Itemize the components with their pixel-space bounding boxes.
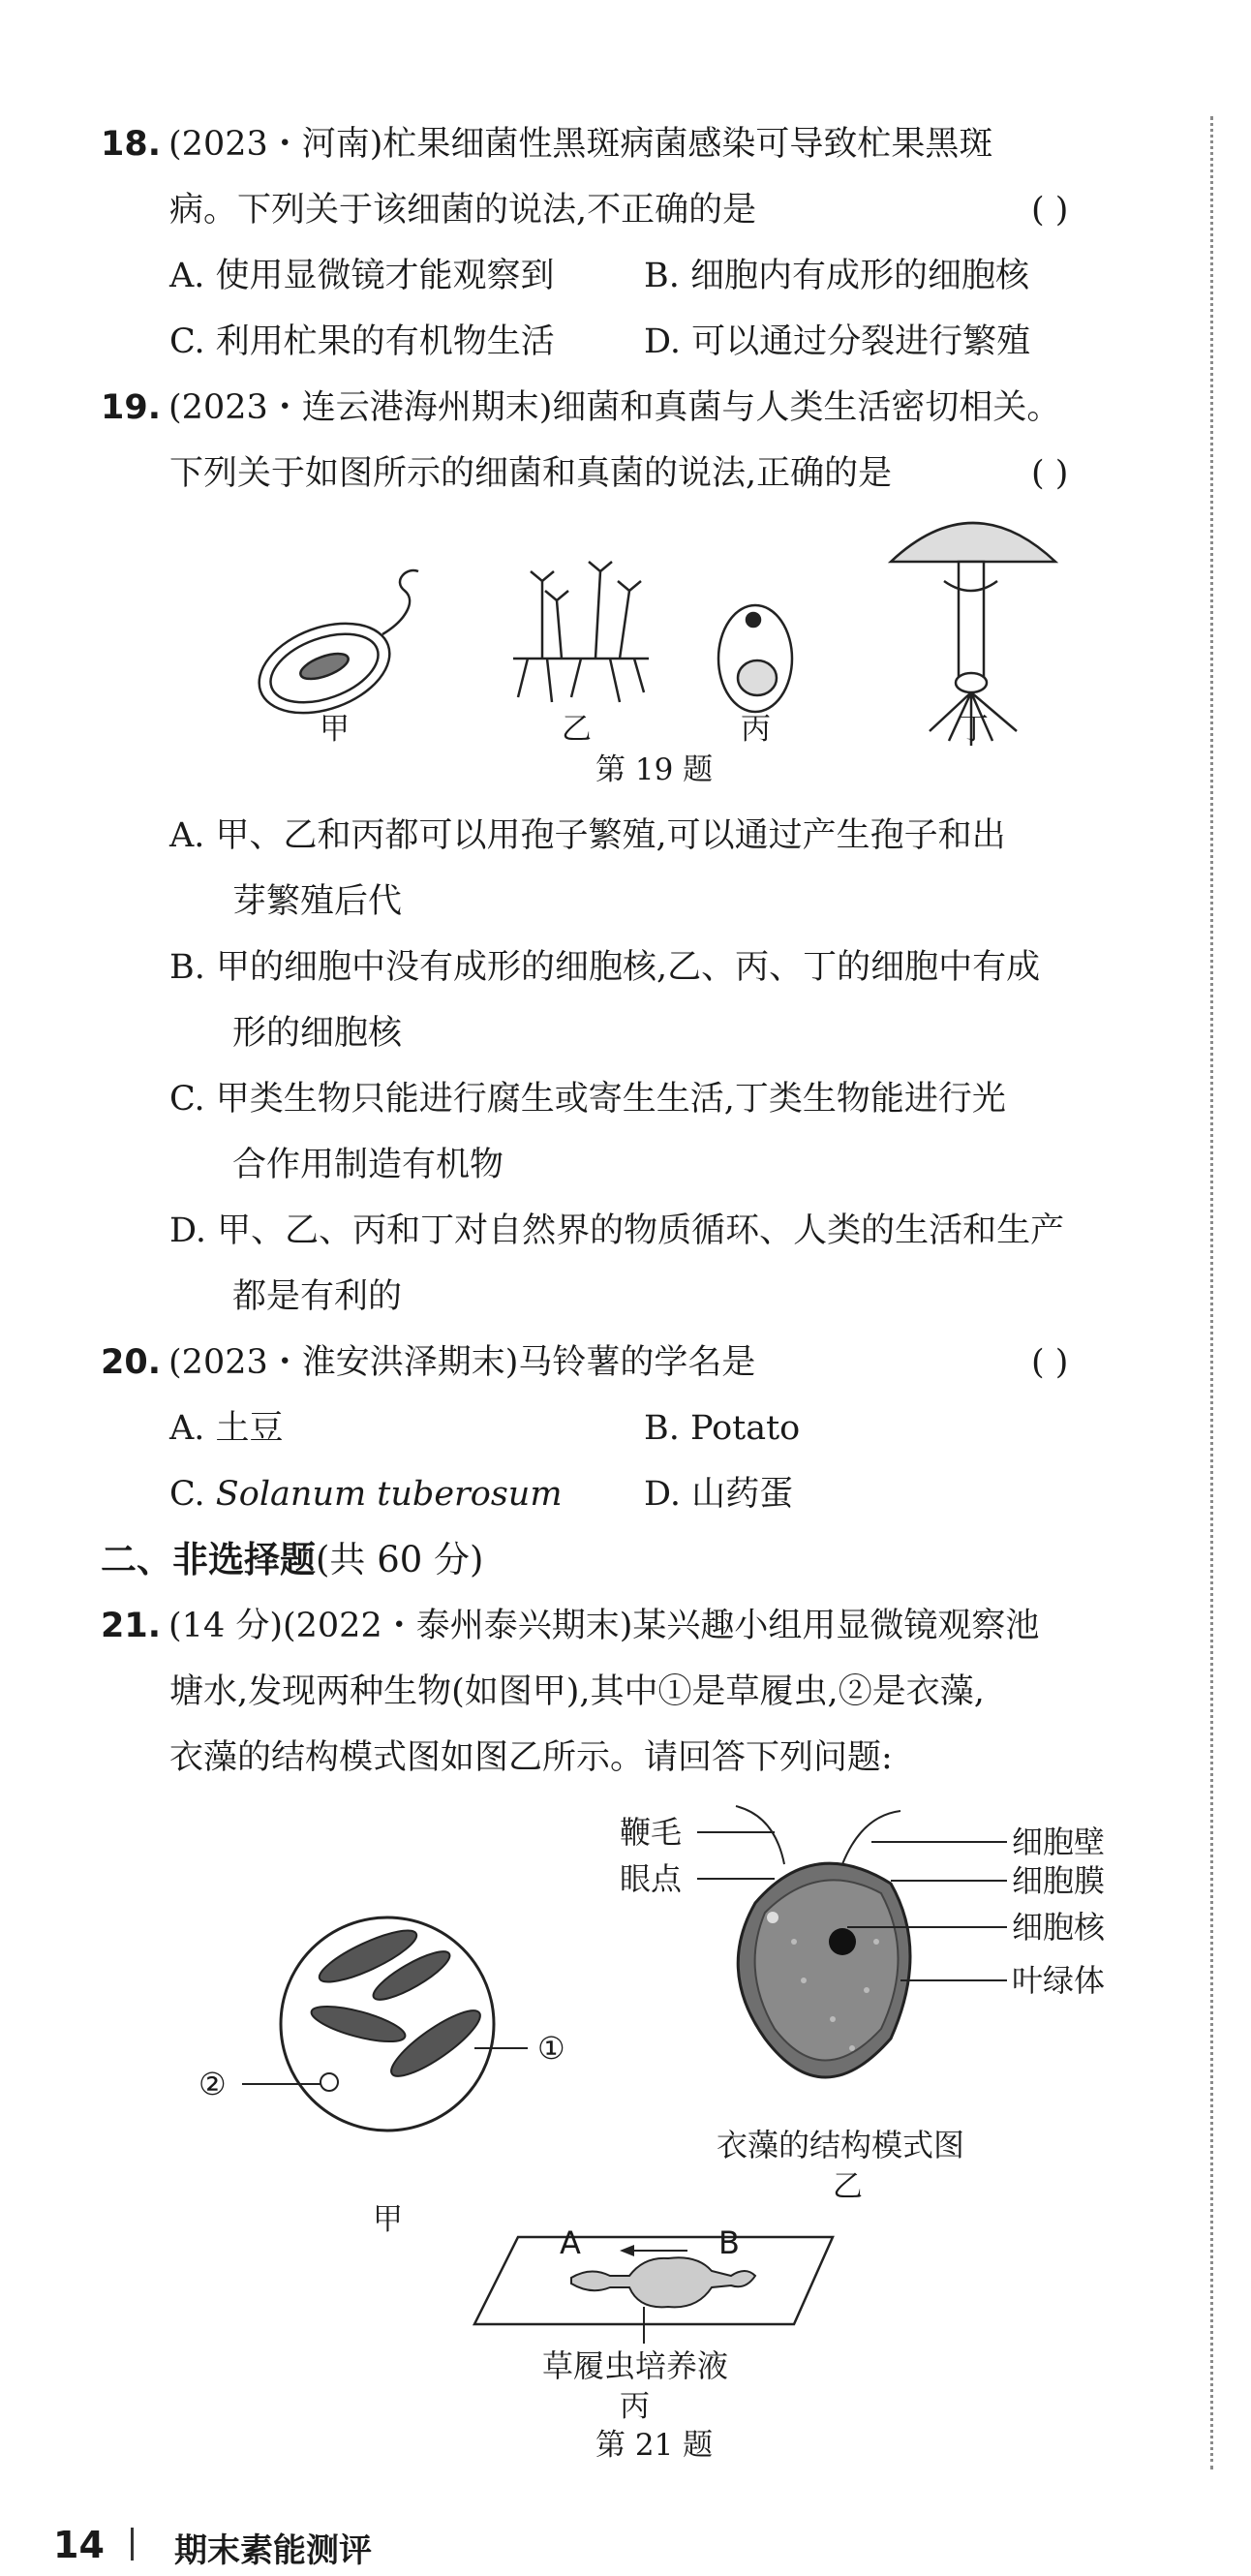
figure-19-illustration — [0, 513, 1251, 765]
figure-label-ding: 丁 — [959, 712, 989, 747]
question-stem-cont: 塘水,发现两种生物(如图甲),其中①是草履虫,②是衣藻, — [169, 1672, 985, 1711]
option-a: A. 甲、乙和丙都可以用孢子繁殖,可以通过产生孢子和出 — [169, 816, 1006, 855]
question-number: 20. — [101, 1343, 162, 1382]
option-c: C. 利用杧果的有机物生活 — [169, 322, 555, 361]
question-number: 18. — [101, 125, 162, 164]
label-b: B — [718, 2224, 740, 2261]
label-circled-1: ① — [537, 2030, 565, 2067]
figure-caption: 第 19 题 — [595, 752, 714, 787]
figure-caption: 第 21 题 — [595, 2428, 714, 2463]
label-eyespot: 眼点 — [620, 1860, 683, 1897]
answer-blank: ( ) — [1031, 191, 1069, 230]
page-number: 14 — [53, 2524, 105, 2566]
option-d: D. 山药蛋 — [644, 1475, 794, 1514]
yeast-drawing — [718, 605, 792, 712]
label-cell-membrane: 细胞膜 — [1012, 1862, 1106, 1899]
mold-drawing — [513, 562, 649, 702]
figure-label-yi: 乙 — [833, 2169, 863, 2204]
label-nucleus: 细胞核 — [1012, 1909, 1106, 1946]
option-b: B. Potato — [644, 1409, 801, 1448]
option-d: D. 甲、乙、丙和丁对自然界的物质循环、人类的生活和生产 — [169, 1211, 1065, 1250]
label-cell-wall: 细胞壁 — [1012, 1824, 1106, 1860]
option-d-cont: 都是有利的 — [232, 1277, 403, 1316]
answer-blank: ( ) — [1031, 454, 1069, 493]
figure-label-yi: 乙 — [562, 712, 592, 747]
question-stem-cont: 下列关于如图所示的细菌和真菌的说法,正确的是 — [169, 454, 893, 493]
option-c-cont: 合作用制造有机物 — [232, 1146, 504, 1184]
question-stem: (2023・连云港海州期末)细菌和真菌与人类生活密切相关。 — [168, 388, 1061, 427]
question-stem: (2023・淮安洪泽期末)马铃薯的学名是 — [168, 1343, 756, 1382]
option-b: B. 甲的细胞中没有成形的细胞核,乙、丙、丁的细胞中有成 — [169, 948, 1041, 987]
section-heading: 二、非选择题(共 60 分) — [101, 1539, 484, 1580]
question-number: 19. — [101, 388, 162, 427]
question-stem-cont: 病。下列关于该细菌的说法,不正确的是 — [169, 191, 757, 230]
label-circled-2: ② — [198, 2066, 227, 2102]
label-flagellum: 鞭毛 — [620, 1814, 683, 1851]
footer-divider — [131, 2528, 134, 2561]
figure-title-yi: 衣藻的结构模式图 — [717, 2127, 965, 2163]
answer-blank: ( ) — [1031, 1343, 1069, 1382]
label-chloroplast: 叶绿体 — [1012, 1962, 1106, 1999]
page-margin-dotted-line — [1210, 116, 1213, 2469]
option-c: C. Solanum tuberosum — [169, 1475, 563, 1514]
scientific-name: Solanum tuberosum — [215, 1475, 563, 1514]
figure-label-jia: 甲 — [320, 712, 350, 747]
figure-label-bing: 丙 — [620, 2389, 650, 2424]
label-a: A — [560, 2224, 581, 2261]
option-a-cont: 芽繁殖后代 — [232, 882, 403, 921]
option-a: A. 土豆 — [169, 1409, 284, 1448]
option-d: D. 可以通过分裂进行繁殖 — [644, 322, 1031, 361]
label-culture-liquid: 草履虫培养液 — [542, 2347, 729, 2384]
figure-label-jia: 甲 — [373, 2202, 403, 2237]
option-b: B. 细胞内有成形的细胞核 — [644, 257, 1029, 295]
option-c: C. 甲类生物只能进行腐生或寄生生活,丁类生物能进行光 — [169, 1080, 1006, 1119]
question-stem: (14 分)(2022・泰州泰兴期末)某兴趣小组用显微镜观察池 — [168, 1607, 1040, 1645]
footer-title: 期末素能测评 — [174, 2531, 372, 2570]
figure-label-bing: 丙 — [741, 712, 771, 747]
question-stem: (2023・河南)杧果细菌性黑斑病菌感染可导致杧果黑斑 — [168, 125, 993, 164]
option-a: A. 使用显微镜才能观察到 — [169, 257, 555, 295]
option-b-cont: 形的细胞核 — [232, 1014, 403, 1053]
question-number: 21. — [101, 1607, 162, 1645]
question-stem-cont: 衣藻的结构模式图如图乙所示。请回答下列问题: — [169, 1738, 893, 1777]
bacterium-drawing — [247, 570, 418, 729]
